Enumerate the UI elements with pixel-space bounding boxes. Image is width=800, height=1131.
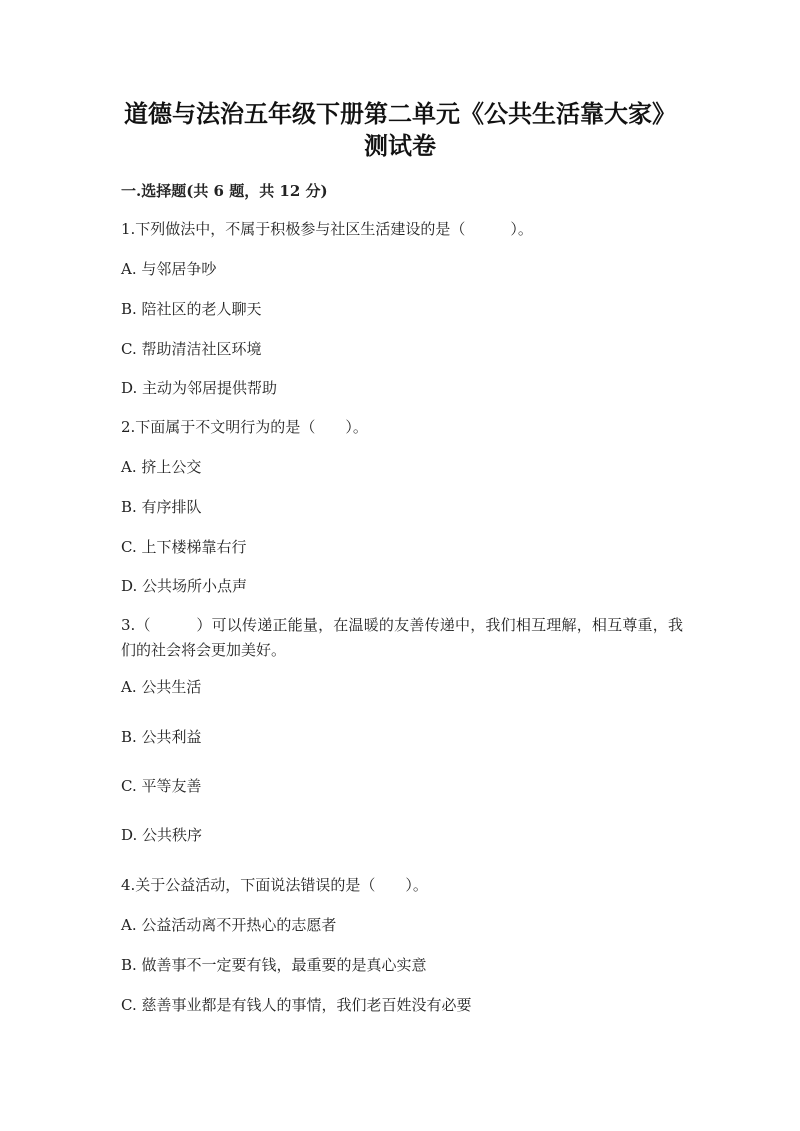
question-1-option-c: C. 帮助清洁社区环境 — [121, 340, 262, 358]
question-2-stem: 2.下面属于不文明行为的是（ ）。 — [121, 418, 368, 436]
question-3-option-b: B. 公共利益 — [121, 728, 202, 746]
question-2-option-c: C. 上下楼梯靠右行 — [121, 538, 247, 556]
question-2-option-b: B. 有序排队 — [121, 498, 202, 516]
question-2-option-a: A. 挤上公交 — [121, 458, 202, 476]
question-4-option-a: A. 公益活动离不开热心的志愿者 — [121, 916, 337, 934]
question-2-option-d: D. 公共场所小点声 — [121, 577, 248, 595]
question-3-option-d: D. 公共秩序 — [121, 826, 203, 844]
question-4-stem: 4.关于公益活动，下面说法错误的是（ ）。 — [121, 876, 428, 894]
question-4-option-b: B. 做善事不一定要有钱，最重要的是真心实意 — [121, 956, 427, 974]
question-1-stem: 1.下列做法中，不属于积极参与社区生活建设的是（ ）。 — [121, 220, 533, 238]
question-1-option-b: B. 陪社区的老人聊天 — [121, 300, 262, 318]
question-3-option-c: C. 平等友善 — [121, 777, 202, 795]
question-4-option-c: C. 慈善事业都是有钱人的事情，我们老百姓没有必要 — [121, 996, 472, 1014]
section-heading: 一.选择题(共 6 题，共 12 分) — [121, 182, 328, 200]
page-title: 道德与法治五年级下册第二单元《公共生活靠大家》测试卷 — [124, 99, 676, 160]
question-1-option-a: A. 与邻居争吵 — [121, 260, 217, 278]
question-3-option-a: A. 公共生活 — [121, 678, 202, 696]
question-3-stem: 3.（ ）可以传递正能量，在温暖的友善传递中，我们相互理解，相互尊重，我们的社会将会更加美好。 — [121, 616, 683, 659]
question-1-option-d: D. 主动为邻居提供帮助 — [121, 379, 278, 397]
